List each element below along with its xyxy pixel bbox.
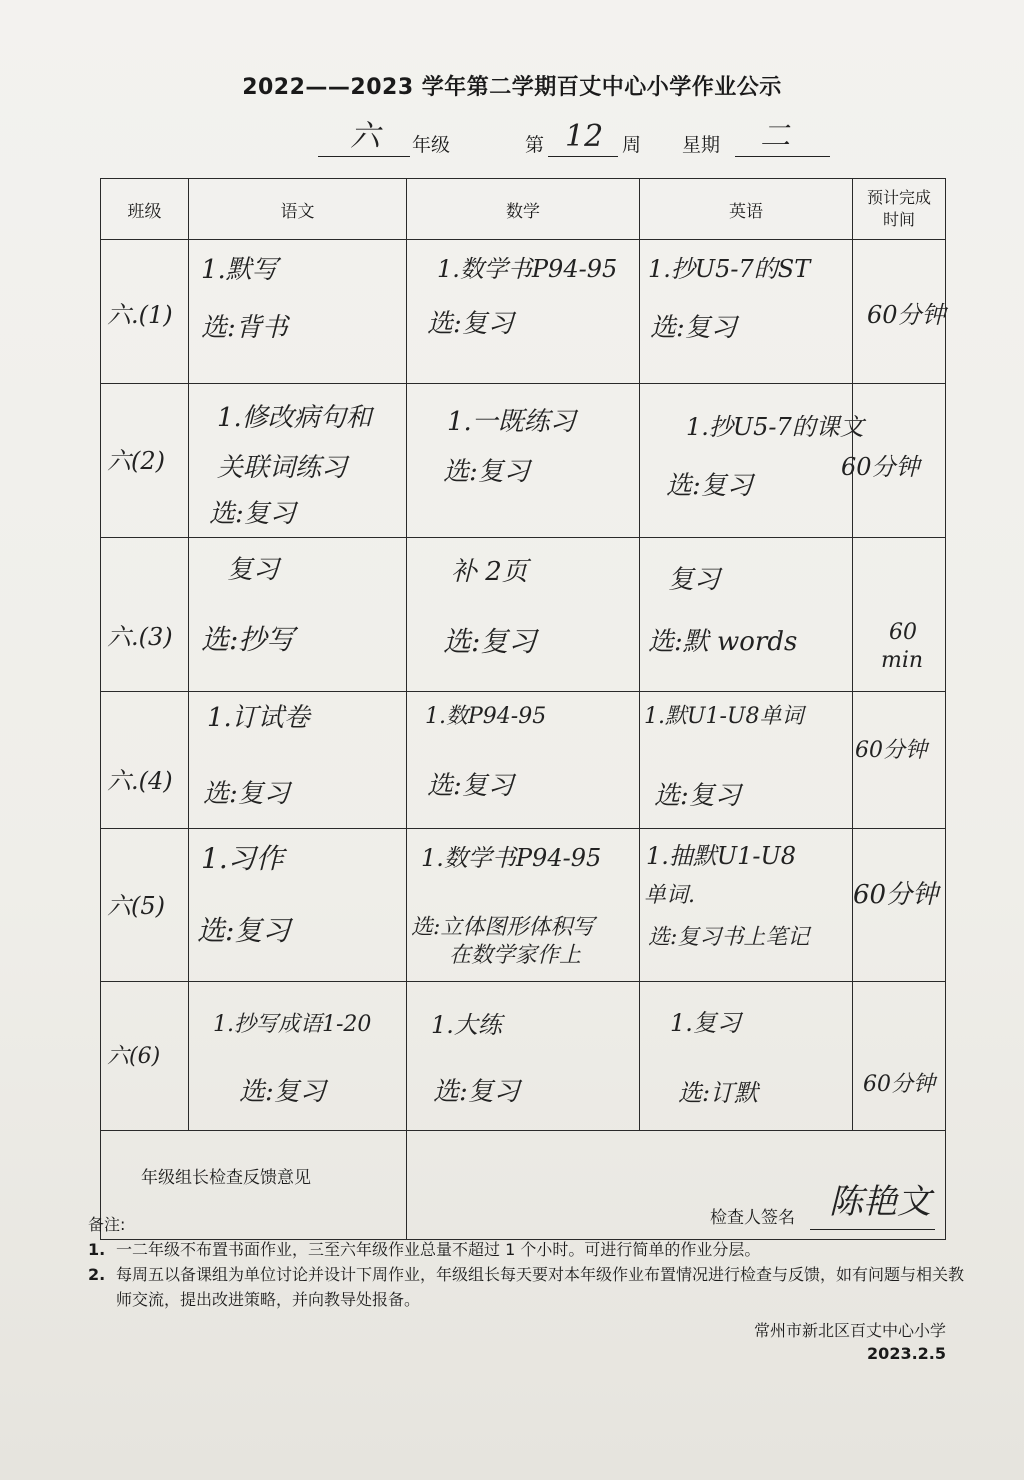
grade-week-line: [0, 120, 1024, 170]
chinese-line: 选:复习: [209, 499, 296, 529]
english-line: 1.复习: [670, 1009, 741, 1037]
math-cell: [407, 384, 640, 538]
english-line: 1.抄U5-7的ST: [648, 255, 811, 283]
math-line: 1.数学书P94-95: [421, 844, 602, 872]
class-cell: [101, 829, 189, 982]
chinese-line: 选:背书: [201, 313, 288, 343]
time-cell: [853, 240, 946, 384]
english-line: 1.抄U5-7的课文: [686, 413, 864, 441]
chinese-line: 1.订试卷: [207, 703, 310, 733]
class-value: 六.(3): [107, 623, 173, 651]
math-line: 补 2页: [451, 557, 528, 587]
grade-underline: [318, 156, 410, 157]
chinese-line: 选:抄写: [201, 623, 295, 656]
col-header-time: 预计完成时间: [853, 179, 946, 240]
table-row: [101, 240, 946, 384]
time-value: 60分钟: [841, 453, 920, 481]
chinese-line: 1.抄写成语1-20: [213, 1012, 372, 1037]
english-line: 选:复习: [666, 471, 753, 501]
table-row: [101, 538, 946, 692]
notes-heading: 备注:: [88, 1215, 126, 1234]
col-header-class: 班级: [101, 179, 189, 240]
time-cell: [841, 384, 946, 538]
time-cell: [853, 829, 946, 982]
week-suffix: 周: [622, 134, 642, 156]
weekday-underline: [735, 156, 830, 157]
math-line: 选:复习: [443, 457, 530, 487]
english-line: 选:订默: [678, 1079, 759, 1107]
col-header-english: 英语: [640, 179, 853, 240]
page-title: 2022——2023 学年第二学期百丈中心小学作业公示: [242, 75, 782, 100]
english-cell: [640, 829, 853, 982]
math-line: 1.大练: [431, 1011, 502, 1039]
time-value: 60分钟: [853, 880, 939, 910]
math-line: 在数学家作上: [449, 943, 582, 968]
math-line: 选:立体图形体积写: [411, 915, 595, 940]
weekday-value: 二: [760, 119, 790, 154]
chinese-line: 1.默写: [201, 255, 278, 285]
grade-value: 六: [350, 119, 380, 154]
class-value: 六.(1): [107, 301, 173, 329]
time-cell: [853, 692, 946, 829]
class-value: 六(2): [107, 447, 165, 475]
class-cell: [101, 538, 189, 692]
english-line: 选:默 words: [648, 627, 798, 657]
chinese-line: 1.修改病句和: [217, 403, 372, 433]
signer-label: 检查人签名: [710, 1208, 795, 1228]
class-cell: [101, 384, 189, 538]
english-line: 1.默U1-U8单词: [644, 704, 804, 729]
table-row: [101, 384, 946, 538]
english-cell: [640, 538, 853, 692]
table-row: [101, 982, 946, 1131]
table-row: [101, 829, 946, 982]
grade-label: 年级: [412, 134, 451, 156]
table-row: [101, 692, 946, 829]
note-text: 一二年级不布置书面作业，三至六年级作业总量不超过 1 个小时。可进行简单的作业分层。: [116, 1240, 761, 1259]
notes-section: [88, 1212, 968, 1312]
english-cell: [640, 384, 864, 538]
math-cell: [407, 982, 640, 1131]
time-cell: [853, 982, 946, 1131]
math-line: 1.数P94-95: [425, 704, 547, 729]
chinese-line: 选:复习: [203, 779, 290, 809]
math-cell: [407, 692, 640, 829]
time-cell: [853, 538, 946, 692]
note-item: [88, 1262, 968, 1312]
col-header-chinese: 语文: [189, 179, 407, 240]
english-line: 1.抽默U1-U8: [646, 842, 796, 870]
time-value: 60分钟: [855, 738, 927, 763]
math-line: 1.一既练习: [447, 407, 576, 437]
chinese-line: 选:复习: [239, 1077, 326, 1107]
english-cell: [640, 240, 853, 384]
time-value: 60: [889, 620, 917, 645]
signature: 陈艳文: [829, 1182, 931, 1222]
english-cell: [640, 982, 853, 1131]
note-number: 2.: [88, 1265, 106, 1284]
week-underline: [548, 156, 618, 157]
math-line: 选:复习: [427, 771, 514, 801]
english-line: 选:复习书上笔记: [648, 925, 810, 950]
english-line: 选:复习: [650, 313, 737, 343]
chinese-cell: [189, 982, 407, 1131]
feedback-label: 年级组长检查反馈意见: [141, 1168, 311, 1188]
math-line: 选:复习: [443, 625, 537, 658]
week-prefix: 第: [525, 134, 545, 156]
math-line: 选:复习: [433, 1077, 520, 1107]
note-text: 每周五以备课组为单位讨论并设计下周作业，年级组长每天要对本年级作业布置情况进行检查与反馈，如有问题与相关教师交流，提出改进策略，并向教导处报备。: [116, 1265, 965, 1309]
time-value: 60分钟: [863, 1072, 935, 1097]
english-cell: [640, 692, 853, 829]
class-cell: [101, 982, 189, 1131]
table-header-row: [101, 179, 946, 240]
english-line: 选:复习: [654, 781, 741, 811]
english-line: 复习: [668, 565, 721, 595]
time-unit: min: [881, 648, 924, 673]
english-line: 单词.: [644, 883, 695, 908]
note-item: [88, 1237, 968, 1262]
homework-table: [100, 178, 946, 1240]
class-cell: [101, 692, 189, 829]
chinese-line: 复习: [227, 555, 280, 585]
note-number: 1.: [88, 1240, 106, 1259]
col-header-math: 数学: [407, 179, 640, 240]
time-value: 60分钟: [867, 301, 946, 329]
math-cell: [407, 829, 640, 982]
chinese-line: 1.习作: [201, 842, 284, 875]
class-value: 六(5): [107, 892, 165, 920]
math-line: 选:复习: [427, 309, 514, 339]
class-cell: [101, 240, 189, 384]
chinese-line: 关联词练习: [217, 453, 348, 483]
math-cell: [407, 538, 640, 692]
class-value: 六(6): [107, 1044, 161, 1069]
issue-date: 2023.2.5: [867, 1344, 946, 1363]
class-value: 六.(4): [107, 767, 173, 795]
school-name: 常州市新北区百丈中心小学: [753, 1321, 946, 1340]
week-value: 12: [565, 119, 604, 154]
chinese-cell: [189, 538, 407, 692]
math-cell: [407, 240, 640, 384]
chinese-cell: [189, 240, 407, 384]
math-line: 1.数学书P94-95: [437, 255, 618, 283]
chinese-cell: [189, 384, 407, 538]
chinese-line: 选:复习: [197, 914, 291, 947]
chinese-cell: [189, 829, 407, 982]
chinese-cell: [189, 692, 407, 829]
weekday-label: 星期: [682, 134, 721, 156]
